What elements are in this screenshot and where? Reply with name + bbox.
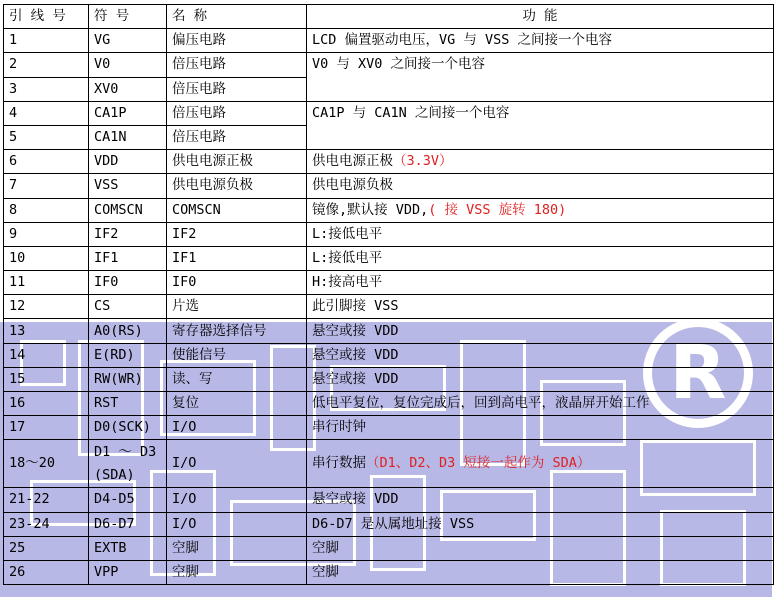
pin-symbol: XV0 bbox=[89, 77, 167, 101]
pin-function bbox=[307, 198, 774, 222]
table-row bbox=[4, 295, 774, 319]
pin-name: 倍压电路 bbox=[167, 77, 307, 101]
pin-name: COMSCN bbox=[167, 198, 307, 222]
pin-name: 读、写 bbox=[167, 367, 307, 391]
pin-number: 10 bbox=[4, 246, 89, 270]
table-row bbox=[4, 343, 774, 367]
pin-number: 2 bbox=[4, 53, 89, 77]
pin-function: 空脚 bbox=[307, 560, 774, 584]
pin-symbol: CA1P bbox=[89, 101, 167, 125]
pin-name: 寄存器选择信号 bbox=[167, 319, 307, 343]
pin-name: 空脚 bbox=[167, 536, 307, 560]
pin-symbol: IF1 bbox=[89, 246, 167, 270]
pin-number: 17 bbox=[4, 416, 89, 440]
pin-name: 偏压电路 bbox=[167, 29, 307, 53]
pin-function: 空脚 bbox=[307, 536, 774, 560]
pin-function: 悬空或接 VDD bbox=[307, 488, 774, 512]
table-row bbox=[4, 29, 774, 53]
pin-symbol: COMSCN bbox=[89, 198, 167, 222]
pin-name: 倍压电路 bbox=[167, 101, 307, 125]
header-symbol: 符 号 bbox=[89, 5, 167, 29]
pin-number: 4 bbox=[4, 101, 89, 125]
table-row bbox=[4, 271, 774, 295]
pin-symbol: IF2 bbox=[89, 222, 167, 246]
table-row bbox=[4, 150, 774, 174]
pin-function: 此引脚接 VSS bbox=[307, 295, 774, 319]
pin-symbol bbox=[89, 440, 167, 488]
symbol-line: (SDA) bbox=[94, 466, 135, 483]
table-row bbox=[4, 222, 774, 246]
pin-number: 7 bbox=[4, 174, 89, 198]
pin-number: 15 bbox=[4, 367, 89, 391]
pin-number: 23-24 bbox=[4, 512, 89, 536]
pin-name: 空脚 bbox=[167, 560, 307, 584]
pin-function: D6-D7 是从属地址接 VSS bbox=[307, 512, 774, 536]
table-row bbox=[4, 101, 774, 125]
pin-symbol: E(RD) bbox=[89, 343, 167, 367]
pin-name: 倍压电路 bbox=[167, 53, 307, 77]
pin-function: V0 与 XV0 之间接一个电容 bbox=[307, 53, 774, 101]
pin-name: 供电电源负极 bbox=[167, 174, 307, 198]
function-text: 供电电源正极 bbox=[312, 153, 393, 170]
pin-name: I/O bbox=[167, 416, 307, 440]
pin-function: 供电电源负极 bbox=[307, 174, 774, 198]
pin-function: LCD 偏置驱动电压，VG 与 VSS 之间接一个电容 bbox=[307, 29, 774, 53]
table-row bbox=[4, 488, 774, 512]
pin-number: 16 bbox=[4, 392, 89, 416]
function-note: （D1、D2、D3 短接一起作为 SDA） bbox=[366, 455, 591, 472]
pin-symbol: RW(WR) bbox=[89, 367, 167, 391]
function-text: 镜像,默认接 VDD, bbox=[312, 201, 429, 218]
pin-number: 6 bbox=[4, 150, 89, 174]
pin-name: 供电电源正极 bbox=[167, 150, 307, 174]
pin-number: 18～20 bbox=[4, 440, 89, 488]
table-row bbox=[4, 440, 774, 488]
pin-number: 21-22 bbox=[4, 488, 89, 512]
table-row bbox=[4, 246, 774, 270]
table-row bbox=[4, 560, 774, 584]
pin-function: CA1P 与 CA1N 之间接一个电容 bbox=[307, 101, 774, 149]
table-row bbox=[4, 174, 774, 198]
table-row bbox=[4, 198, 774, 222]
pin-number: 5 bbox=[4, 125, 89, 149]
header-function: 功 能 bbox=[307, 5, 774, 29]
pin-number: 9 bbox=[4, 222, 89, 246]
table-row bbox=[4, 319, 774, 343]
header-pin-number: 引 线 号 bbox=[4, 5, 89, 29]
pin-number: 14 bbox=[4, 343, 89, 367]
pin-symbol: D0(SCK) bbox=[89, 416, 167, 440]
pin-symbol: D6-D7 bbox=[89, 512, 167, 536]
pin-name: 倍压电路 bbox=[167, 125, 307, 149]
pin-symbol: CA1N bbox=[89, 125, 167, 149]
pin-number: 1 bbox=[4, 29, 89, 53]
pin-name: 使能信号 bbox=[167, 343, 307, 367]
pin-name: IF1 bbox=[167, 246, 307, 270]
pin-function: 低电平复位，复位完成后，回到高电平，液晶屏开始工作 bbox=[307, 392, 774, 416]
pin-name: IF0 bbox=[167, 271, 307, 295]
table-row bbox=[4, 416, 774, 440]
pin-number: 8 bbox=[4, 198, 89, 222]
pin-function: 悬空或接 VDD bbox=[307, 319, 774, 343]
pin-name: 复位 bbox=[167, 392, 307, 416]
function-text: 串行数据 bbox=[312, 455, 366, 472]
table-row bbox=[4, 512, 774, 536]
pin-symbol: RST bbox=[89, 392, 167, 416]
table-row bbox=[4, 536, 774, 560]
pin-name: I/O bbox=[167, 512, 307, 536]
pin-name: 片选 bbox=[167, 295, 307, 319]
pin-symbol: VG bbox=[89, 29, 167, 53]
table-row bbox=[4, 53, 774, 77]
table-header-row bbox=[4, 5, 774, 29]
pin-name: I/O bbox=[167, 440, 307, 488]
pin-symbol: VSS bbox=[89, 174, 167, 198]
function-note: （3.3V） bbox=[393, 153, 453, 170]
pin-symbol: VPP bbox=[89, 560, 167, 584]
pin-number: 25 bbox=[4, 536, 89, 560]
pin-function: 悬空或接 VDD bbox=[307, 343, 774, 367]
function-note: ( 接 VSS 旋转 180) bbox=[428, 201, 567, 218]
pin-number: 3 bbox=[4, 77, 89, 101]
pin-function bbox=[307, 150, 774, 174]
symbol-line: D1 ～ D3 bbox=[94, 443, 157, 460]
pin-symbol: VDD bbox=[89, 150, 167, 174]
pin-function: L:接低电平 bbox=[307, 222, 774, 246]
pin-function: 悬空或接 VDD bbox=[307, 367, 774, 391]
pin-function: H:接高电平 bbox=[307, 271, 774, 295]
pin-symbol: D4-D5 bbox=[89, 488, 167, 512]
pin-number: 12 bbox=[4, 295, 89, 319]
pin-function bbox=[307, 440, 774, 488]
pin-name: I/O bbox=[167, 488, 307, 512]
pin-function: L:接低电平 bbox=[307, 246, 774, 270]
table-row bbox=[4, 392, 774, 416]
pin-symbol: CS bbox=[89, 295, 167, 319]
pin-number: 26 bbox=[4, 560, 89, 584]
pin-definition-table bbox=[3, 4, 774, 585]
table-row bbox=[4, 367, 774, 391]
registered-mark-icon: R bbox=[643, 318, 753, 428]
pin-number: 13 bbox=[4, 319, 89, 343]
pin-symbol: IF0 bbox=[89, 271, 167, 295]
pin-symbol: V0 bbox=[89, 53, 167, 77]
pin-number: 11 bbox=[4, 271, 89, 295]
pin-name: IF2 bbox=[167, 222, 307, 246]
header-name: 名 称 bbox=[167, 5, 307, 29]
pin-symbol: A0(RS) bbox=[89, 319, 167, 343]
pin-symbol: EXTB bbox=[89, 536, 167, 560]
pin-function: 串行时钟 bbox=[307, 416, 774, 440]
